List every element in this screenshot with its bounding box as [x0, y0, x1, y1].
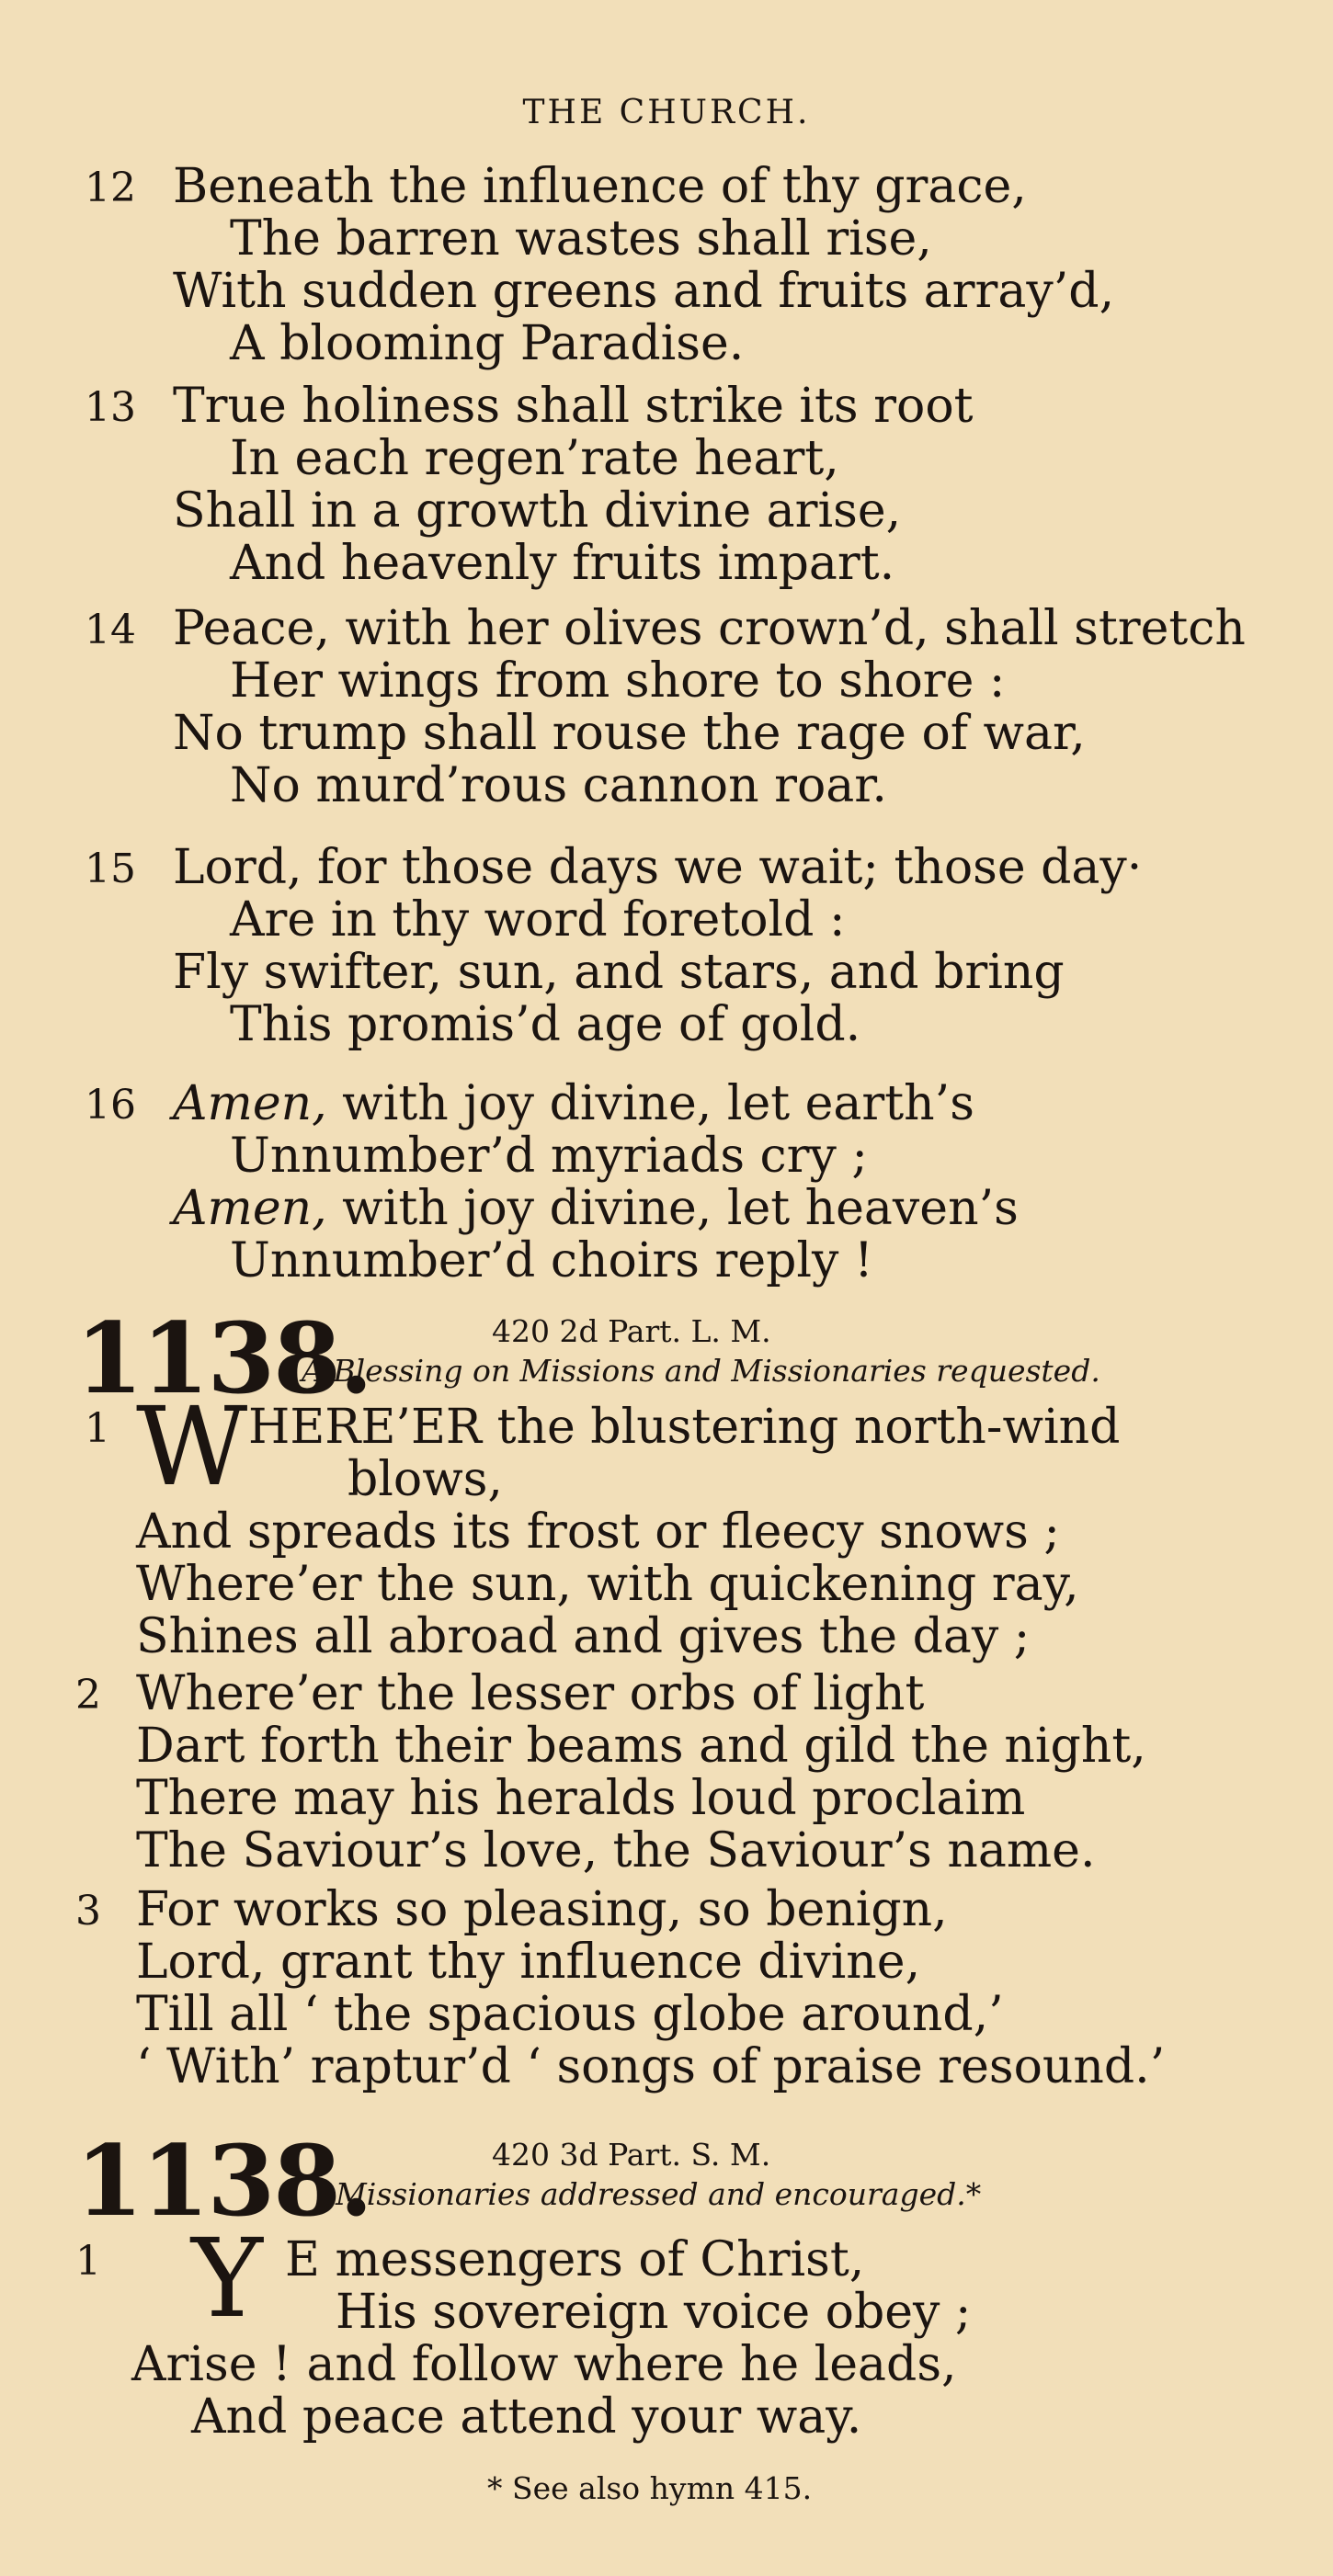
- drop-cap: W: [136, 1383, 248, 1510]
- verse-line: Shall in a growth divine arise,: [173, 483, 902, 539]
- verse-line: A blooming Paradise.: [230, 316, 745, 371]
- verse-line: The barren wastes shall rise,: [230, 211, 932, 267]
- hymn-title: A Blessing on Missions and Missionaries requested.: [302, 1353, 1100, 1389]
- hymn-meter: 420 2d Part. L. M.: [492, 1313, 771, 1349]
- verse-number: 2: [75, 1672, 101, 1719]
- verse-line: Unnumber’d choirs reply !: [230, 1233, 873, 1288]
- verse-line: blows,: [347, 1452, 503, 1507]
- verse-number: 14: [85, 607, 136, 653]
- verse-line: And spreads its frost or fleecy snows ;: [136, 1504, 1060, 1560]
- verse-line: In each regen’rate heart,: [230, 431, 839, 486]
- verse-line: There may his heralds loud proclaim: [136, 1771, 1026, 1826]
- verse-line: Her wings from shore to shore :: [230, 653, 1006, 709]
- verse-line: No murd’rous cannon roar.: [230, 758, 887, 813]
- verse-line: Lord, for those days we wait; those day·: [173, 840, 1143, 895]
- verse-line: Amen, with joy divine, let heaven’s: [173, 1181, 1019, 1236]
- verse-line: Are in thy word foretold :: [230, 892, 846, 948]
- verse-line: Lord, grant thy influence divine,: [136, 1935, 921, 1990]
- verse-line: His sovereign voice obey ;: [336, 2285, 972, 2340]
- drop-cap: Y: [191, 2215, 263, 2342]
- verse-line: And peace attend your way.: [191, 2389, 862, 2445]
- verse-line: True holiness shall strike its root: [173, 379, 974, 434]
- verse-line: No trump shall rouse the rage of war,: [173, 706, 1086, 761]
- verse-line: With sudden greens and fruits array’d,: [173, 264, 1115, 319]
- verse-line: Beneath the influence of thy grace,: [173, 159, 1027, 214]
- verse-line: Unnumber’d myriads cry ;: [230, 1129, 868, 1184]
- verse-number: 12: [85, 165, 136, 211]
- verse-line: Arise ! and follow where he leads,: [131, 2337, 957, 2392]
- verse-line: ‘ With’ raptur’d ‘ songs of praise resound.’: [136, 2039, 1166, 2094]
- verse-line: Dart forth their beams and gild the night,: [136, 1719, 1146, 1774]
- hymn-number: 1138.: [75, 2123, 371, 2238]
- verse-line: Where’er the lesser orbs of light: [136, 1666, 925, 1721]
- footnote: * See also hymn 415.: [487, 2470, 813, 2506]
- amen-word: Amen,: [173, 1181, 327, 1236]
- hymn-title: Missionaries addressed and encouraged.*: [336, 2176, 982, 2212]
- verse-number: 15: [85, 845, 136, 892]
- verse-line: Where’er the sun, with quickening ray,: [136, 1557, 1079, 1612]
- verse-line: And heavenly fruits impart.: [230, 536, 895, 591]
- running-header: THE CHURCH.: [522, 94, 811, 131]
- verse-line: HERE’ER the blustering north-wind: [248, 1400, 1121, 1455]
- verse-line: For works so pleasing, so benign,: [136, 1882, 948, 1937]
- verse-line: The Saviour’s love, the Saviour’s name.: [136, 1823, 1096, 1878]
- verse-number: 1: [85, 1405, 110, 1452]
- verse-line: Amen, with joy divine, let earth’s: [173, 1076, 974, 1131]
- verse-line: E messengers of Christ,: [285, 2232, 865, 2287]
- verse-number: 3: [75, 1888, 101, 1935]
- hymn-meter: 420 3d Part. S. M.: [492, 2137, 771, 2173]
- verse-line: Fly swifter, sun, and stars, and bring: [173, 945, 1065, 1000]
- verse-line: Shines all abroad and gives the day ;: [136, 1609, 1031, 1664]
- verse-number: 1: [75, 2238, 101, 2285]
- hymn-number: 1138.: [75, 1300, 371, 1415]
- verse-line: Peace, with her olives crown’d, shall stretch: [173, 601, 1246, 656]
- verse-line: Till all ‘ the spacious globe around,’: [136, 1987, 1004, 2042]
- amen-word: Amen,: [173, 1076, 327, 1131]
- verse-number: 16: [85, 1082, 136, 1129]
- verse-number: 13: [85, 384, 136, 431]
- verse-line: This promis’d age of gold.: [230, 997, 861, 1052]
